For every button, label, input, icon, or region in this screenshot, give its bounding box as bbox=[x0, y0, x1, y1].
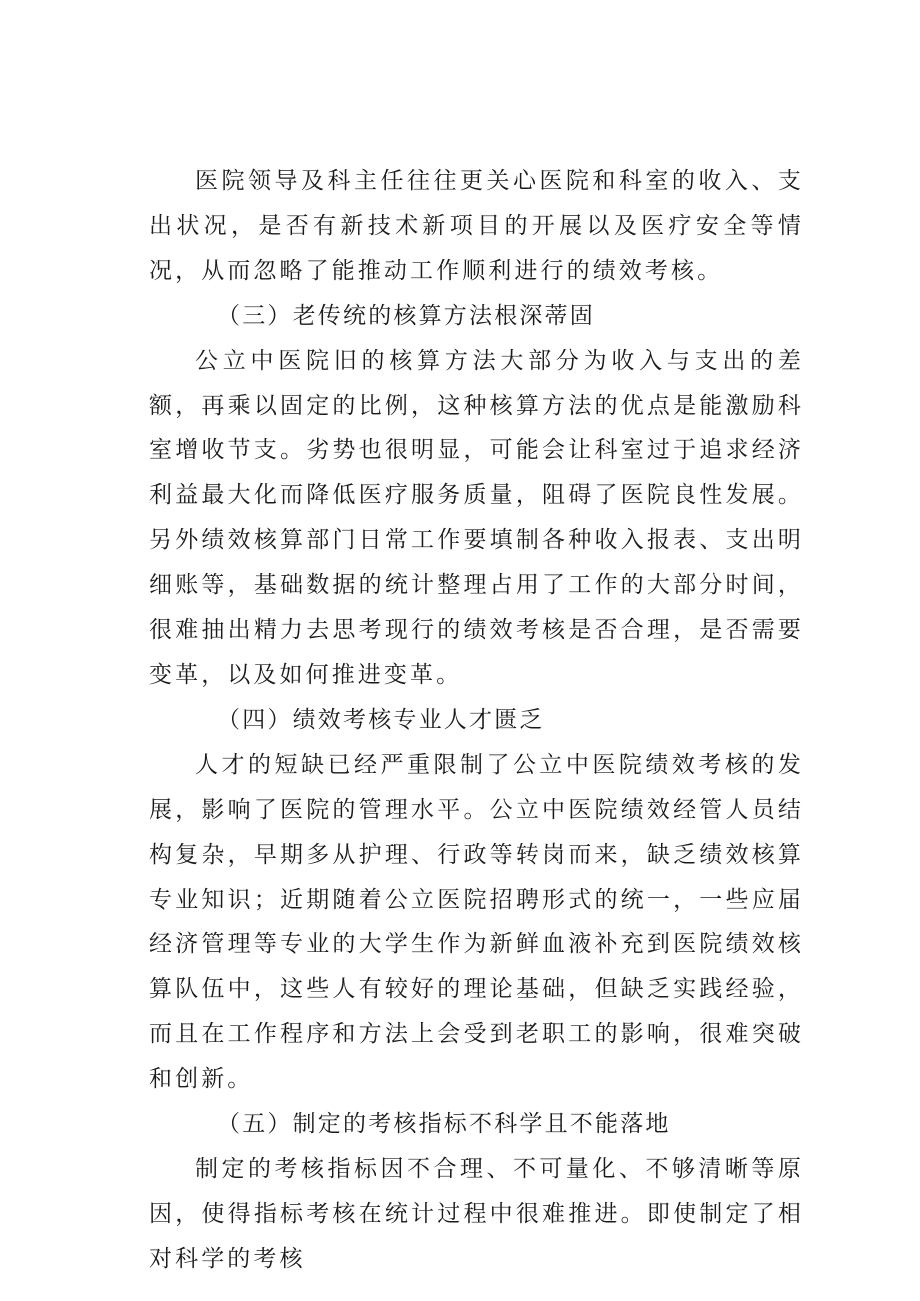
document-body bbox=[149, 159, 804, 1282]
paragraph-accounting-methods: 公立中医院旧的核算方法大部分为收入与支出的差额，再乘以固定的比例，这种核算方法的优点是能激励科室增收节支。劣势也很明显，可能会让科室过于追求经济利益最大化而降低医疗服务质量，阻碍了医院良性发展。另外绩效核算部门日常工作要填制各种收入报表、支出明细账等，基础数据的统计整理占用了工作的大部分时间，很难抽出精力去思考现行的绩效考核是否合理，是否需要变革，以及如何推进变革。 bbox=[149, 347, 804, 688]
paragraph-indicators: 制定的考核指标因不合理、不可量化、不够清晰等原因，使得指标考核在统计过程中很难推进。即使制定了相对科学的考核 bbox=[149, 1155, 804, 1272]
section-heading-4: （四）绩效考核专业人才匮乏 bbox=[217, 706, 545, 733]
paragraph-talent-shortage: 人才的短缺已经严重限制了公立中医院绩效考核的发展，影响了医院的管理水平。公立中医院绩效经管人员结构复杂，早期多从护理、行政等转岗而来，缺乏绩效核算专业知识；近期随着公立医院招聘形式的统一，一些应届经济管理等专业的大学生作为新鲜血液补充到医院绩效核算队伍中，这些人有较好的理论基础，但缺乏实践经验，而且在工作程序和方法上会受到老职工的影响，很难突破和创新。 bbox=[149, 751, 804, 1093]
section-heading-5: （五）制定的考核指标不科学且不能落地 bbox=[217, 1111, 671, 1138]
paragraph-leadership-focus: 医院领导及科主任往往更关心医院和科室的收入、支出状况，是否有新技术新项目的开展以及医疗安全等情况，从而忽略了能推动工作顺利进行的绩效考核。 bbox=[149, 168, 804, 284]
section-heading-3: （三）老传统的核算方法根深蒂固 bbox=[217, 302, 595, 329]
